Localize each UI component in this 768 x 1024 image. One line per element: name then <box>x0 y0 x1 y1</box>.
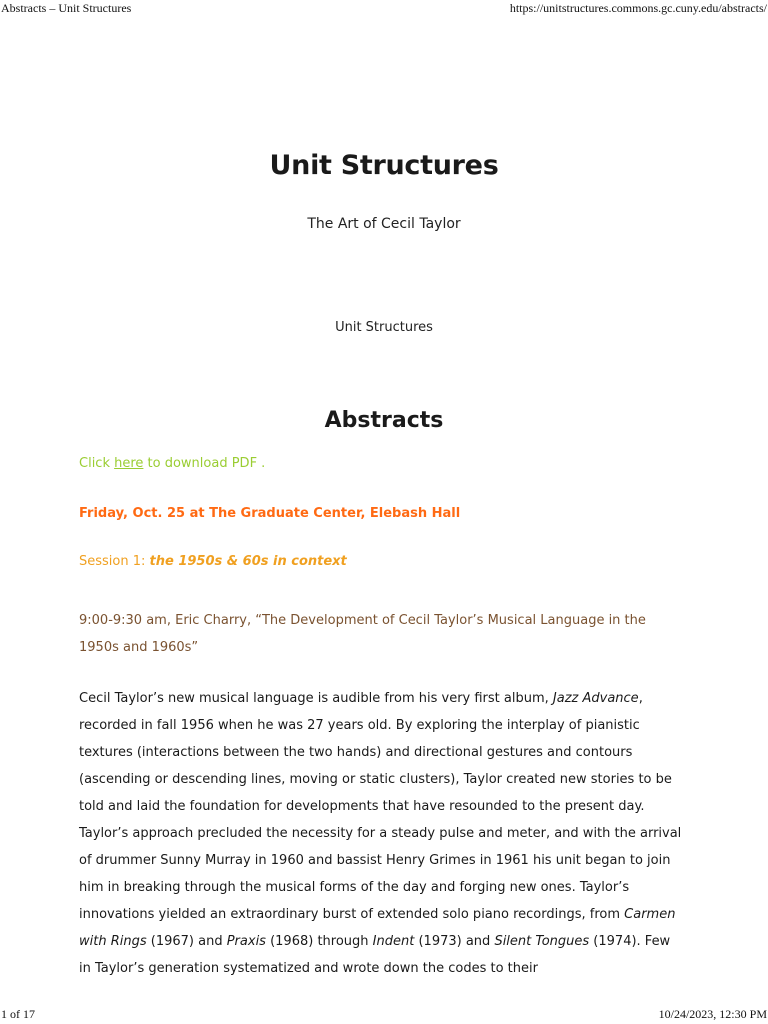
abstract-text: (1973) and <box>414 934 495 949</box>
album-title: Carmen with Rings <box>79 907 676 949</box>
session-prefix: Session 1: <box>79 554 150 569</box>
album-title: Jazz Advance <box>552 691 639 706</box>
album-title: Indent <box>372 934 415 949</box>
print-header <box>0 1 768 16</box>
download-pdf-link[interactable]: here <box>114 456 144 471</box>
abstract-text: (1974). Few in Taylor’s generation systematized and wrote down the codes to their <box>79 934 671 976</box>
day-heading: Friday, Oct. 25 at The Graduate Center, Elebash Hall <box>79 506 461 521</box>
abstract-paragraph <box>79 685 684 982</box>
abstract-text: (1967) and <box>146 934 227 949</box>
print-timestamp: 10/24/2023, 12:30 PM <box>658 1007 767 1021</box>
site-title[interactable]: Unit Structures <box>269 150 499 181</box>
download-prefix: Click <box>79 456 115 471</box>
abstract-text: , recorded in fall 1956 when he was 27 years old. By exploring the interplay of pianistic textures (interactions between the two hands) and directional gestures and contours (ascending or descending lines, moving or static clusters), Taylor created new stories to be told and laid the foundation for developments that have resounded to the present day. Taylor’s approach precluded the necessity for a steady pulse and meter, and with the arrival of drummer Sunny Murray in 1960 and bassist Henry Grimes in 1961 his unit began to join him in breaking through the musical forms of the day and forging new ones. Taylor’s innovations yielded an extraordinary burst of extended solo piano recordings, from <box>79 691 682 922</box>
session-title: the 1950s & 60s in context <box>149 554 347 569</box>
session-heading <box>79 554 679 569</box>
page-title: Abstracts <box>324 408 444 433</box>
nav-home-link[interactable]: Unit Structures <box>335 320 433 335</box>
download-line <box>79 456 679 471</box>
talk-heading: 9:00-9:30 am, Eric Charry, “The Development of Cecil Taylor’s Musical Language in the 1950s and 1960s” <box>79 613 646 655</box>
print-page-title: Abstracts – Unit Structures <box>1 1 132 15</box>
download-suffix: to download PDF . <box>143 456 266 471</box>
abstract-text: Cecil Taylor’s new musical language is audible from his very first album, <box>79 691 553 706</box>
print-footer <box>0 1007 768 1022</box>
album-title: Praxis <box>226 934 266 949</box>
site-tagline: The Art of Cecil Taylor <box>307 216 461 232</box>
print-page-url: https://unitstructures.commons.gc.cuny.edu/abstracts/ <box>509 1 767 15</box>
print-page-count: 1 of 17 <box>1 1007 35 1021</box>
abstract-text: (1968) through <box>265 934 373 949</box>
album-title: Silent Tongues <box>494 934 590 949</box>
